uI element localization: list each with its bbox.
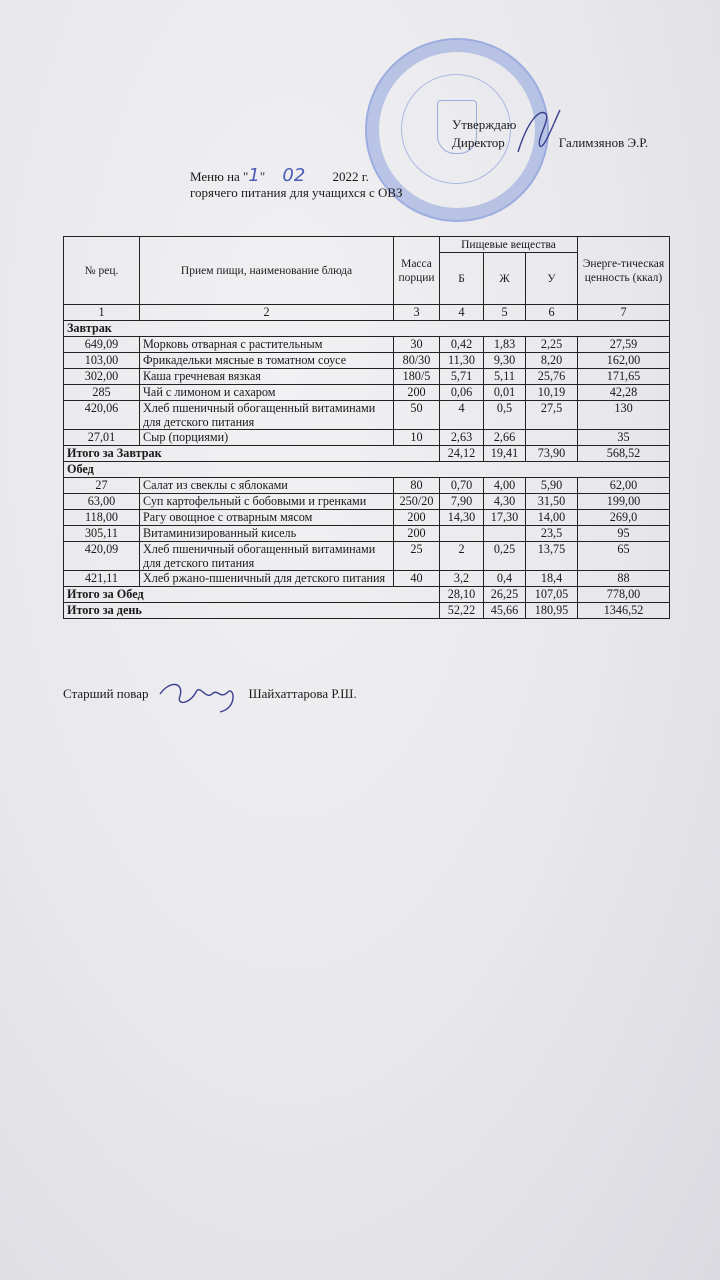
- cell-u: 5,90: [526, 478, 578, 494]
- cell-b: 2: [440, 542, 484, 571]
- cell-u: 13,75: [526, 542, 578, 571]
- cell-no: 103,00: [64, 353, 140, 369]
- cell-dish: Сыр (порциями): [140, 430, 394, 446]
- cell-mass: 200: [394, 510, 440, 526]
- cell-kcal: 171,65: [578, 369, 670, 385]
- cell-mass: 50: [394, 401, 440, 430]
- cell-no: 421,11: [64, 571, 140, 587]
- cell-b: 0,06: [440, 385, 484, 401]
- header-energy: Энерге-тическая ценность (ккал): [578, 237, 670, 305]
- cell-b: 4: [440, 401, 484, 430]
- chef-name: Шайхаттарова Р.Ш.: [248, 686, 357, 701]
- cell-u: 2,25: [526, 337, 578, 353]
- section-lunch: Обед: [64, 462, 670, 478]
- cell-dish: Рагу овощное с отварным мясом: [140, 510, 394, 526]
- approval-role: Директор: [452, 135, 505, 150]
- cell-no: 420,06: [64, 401, 140, 430]
- cell-u: 27,5: [526, 401, 578, 430]
- table-row: [64, 353, 670, 369]
- header-u: У: [526, 253, 578, 305]
- cell-dish: Хлеб ржано-пшеничный для детского питания: [140, 571, 394, 587]
- cell-zh: 17,30: [484, 510, 526, 526]
- director-signature: [510, 100, 570, 160]
- cell-kcal: 35: [578, 430, 670, 446]
- cell-kcal: 42,28: [578, 385, 670, 401]
- cell-mass: 80: [394, 478, 440, 494]
- cell-mass: 30: [394, 337, 440, 353]
- cell-zh: 9,30: [484, 353, 526, 369]
- cell-b: 3,2: [440, 571, 484, 587]
- cell-mass: 80/30: [394, 353, 440, 369]
- table-row: [64, 494, 670, 510]
- cell-u: 18,4: [526, 571, 578, 587]
- cell-mass: 40: [394, 571, 440, 587]
- cell-dish: Суп картофельный с бобовыми и гренками: [140, 494, 394, 510]
- approval-name: Галимзянов Э.Р.: [558, 135, 649, 150]
- cell-zh: 4,00: [484, 478, 526, 494]
- cell-zh: 5,11: [484, 369, 526, 385]
- table-row: [64, 571, 670, 587]
- cell-mass: 250/20: [394, 494, 440, 510]
- cell-b: 0,42: [440, 337, 484, 353]
- cell-kcal: 27,59: [578, 337, 670, 353]
- total-breakfast-row: Итого за Завтрак 24,12 19,41 73,90 568,52: [64, 446, 670, 462]
- table-row: [64, 478, 670, 494]
- cell-kcal: 130: [578, 401, 670, 430]
- menu-subtitle: горячего питания для учащихся с ОВЗ: [190, 185, 403, 200]
- cell-kcal: 62,00: [578, 478, 670, 494]
- cell-mass: 200: [394, 526, 440, 542]
- cell-mass: 25: [394, 542, 440, 571]
- cell-u: [526, 430, 578, 446]
- cell-dish: Фрикадельки мясные в томатном соусе: [140, 353, 394, 369]
- table-row: [64, 526, 670, 542]
- header-b: Б: [440, 253, 484, 305]
- table-row: [64, 542, 670, 571]
- header-nutrients: Пищевые вещества: [440, 237, 578, 253]
- cell-zh: 0,01: [484, 385, 526, 401]
- table-row: [64, 430, 670, 446]
- cell-no: 27,01: [64, 430, 140, 446]
- cell-b: 11,30: [440, 353, 484, 369]
- cell-no: 302,00: [64, 369, 140, 385]
- cell-zh: 0,4: [484, 571, 526, 587]
- cell-u: 10,19: [526, 385, 578, 401]
- cell-dish: Чай с лимоном и сахаром: [140, 385, 394, 401]
- cell-no: 27: [64, 478, 140, 494]
- cell-mass: 180/5: [394, 369, 440, 385]
- chef-signature: [150, 674, 260, 714]
- cell-zh: 1,83: [484, 337, 526, 353]
- cell-no: 63,00: [64, 494, 140, 510]
- cell-mass: 200: [394, 385, 440, 401]
- header-zh: Ж: [484, 253, 526, 305]
- cell-zh: 4,30: [484, 494, 526, 510]
- menu-year: 2022 г.: [332, 169, 369, 184]
- header-dish: Прием пищи, наименование блюда: [140, 237, 394, 305]
- table-row: [64, 510, 670, 526]
- cell-kcal: 162,00: [578, 353, 670, 369]
- cell-no: 118,00: [64, 510, 140, 526]
- table-row: [64, 385, 670, 401]
- cell-dish: Хлеб пшеничный обогащенный витаминами для детского питания: [140, 401, 394, 430]
- cell-kcal: 269,0: [578, 510, 670, 526]
- cell-dish: Хлеб пшеничный обогащенный витаминами для детского питания: [140, 542, 394, 571]
- cell-b: 0,70: [440, 478, 484, 494]
- total-day-row: Итого за день 52,22 45,66 180,95 1346,52: [64, 603, 670, 619]
- cell-mass: 10: [394, 430, 440, 446]
- table-row: [64, 337, 670, 353]
- cell-kcal: 199,00: [578, 494, 670, 510]
- cell-b: 14,30: [440, 510, 484, 526]
- cell-dish: Каша гречневая вязкая: [140, 369, 394, 385]
- cell-u: 23,5: [526, 526, 578, 542]
- cell-no: 420,09: [64, 542, 140, 571]
- cell-kcal: 95: [578, 526, 670, 542]
- cell-no: 305,11: [64, 526, 140, 542]
- chef-role: Старший повар: [63, 686, 149, 701]
- header-recipe-no: № рец.: [64, 237, 140, 305]
- cell-b: [440, 526, 484, 542]
- menu-title: Меню на "1" 02 2022 г. горячего питания для учащихся с ОВЗ: [190, 165, 403, 200]
- cell-kcal: 88: [578, 571, 670, 587]
- cell-zh: 2,66: [484, 430, 526, 446]
- menu-table: [63, 236, 670, 619]
- cell-u: 25,76: [526, 369, 578, 385]
- table-row: [64, 369, 670, 385]
- cell-zh: 0,25: [484, 542, 526, 571]
- cell-no: 285: [64, 385, 140, 401]
- cell-kcal: 65: [578, 542, 670, 571]
- cell-dish: Морковь отварная с растительным: [140, 337, 394, 353]
- cell-u: 14,00: [526, 510, 578, 526]
- menu-month: 02: [282, 165, 306, 186]
- cell-b: 5,71: [440, 369, 484, 385]
- header-mass: Масса порции: [394, 237, 440, 305]
- cell-u: 31,50: [526, 494, 578, 510]
- cell-dish: Салат из свеклы с яблоками: [140, 478, 394, 494]
- cell-u: 8,20: [526, 353, 578, 369]
- table-row: [64, 401, 670, 430]
- cell-b: 7,90: [440, 494, 484, 510]
- approval-line: Утверждаю: [452, 117, 517, 132]
- total-lunch-row: Итого за Обед 28,10 26,25 107,05 778,00: [64, 587, 670, 603]
- cell-zh: [484, 526, 526, 542]
- cell-dish: Витаминизированный кисель: [140, 526, 394, 542]
- cell-b: 2,63: [440, 430, 484, 446]
- cell-no: 649,09: [64, 337, 140, 353]
- cell-zh: 0,5: [484, 401, 526, 430]
- menu-day: 1: [248, 165, 260, 186]
- column-numbers-row: 1 2 3 4 5 6 7: [64, 305, 670, 321]
- section-breakfast: Завтрак: [64, 321, 670, 337]
